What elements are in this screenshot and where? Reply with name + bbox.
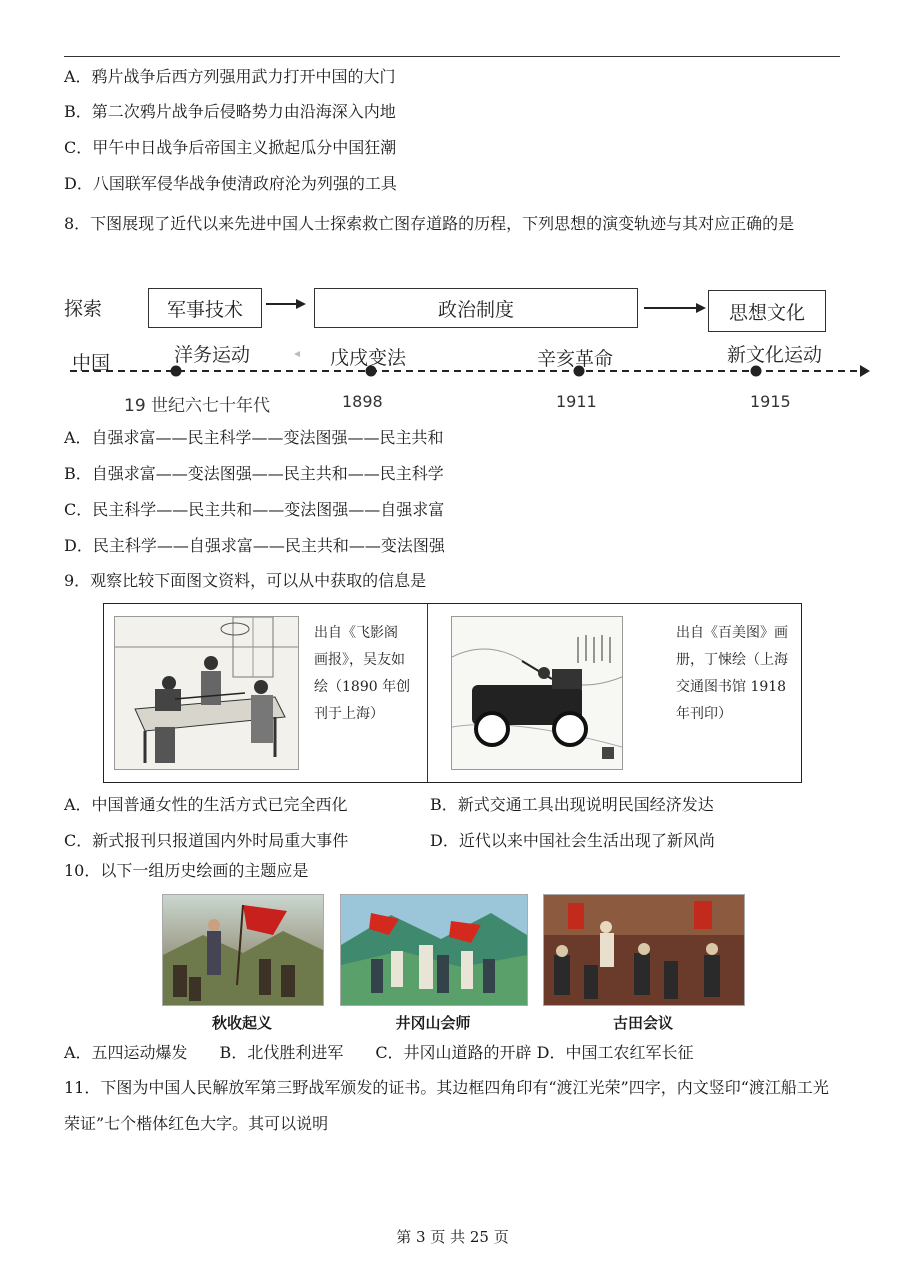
event-new-culture: 新文化运动: [727, 344, 823, 366]
q10-stem: 10．以下一组历史绘画的主题应是: [64, 861, 309, 880]
event-yangwu: 洋务运动: [174, 344, 251, 366]
row-label-china: 中国: [72, 352, 111, 374]
q7-option-c: C．甲午中日战争后帝国主义掀起瓜分中国狂潮: [64, 138, 397, 157]
timeline-dot-4: [751, 366, 762, 377]
box-thought-culture: 思想文化: [708, 290, 826, 332]
caption-right: 出自《百美图》画 册，丁悚绘（上海 交通图书馆 1918 年刊印）: [676, 625, 788, 722]
painting-jinggangshan-meeting: [340, 894, 528, 1006]
painting-label-2: 井冈山会师: [395, 1014, 471, 1032]
painting-gutian-meeting: [543, 894, 745, 1006]
header-rule: [64, 56, 840, 57]
small-marker: [294, 351, 300, 357]
event-wuxu: 戊戌变法: [330, 347, 407, 369]
year-1860s: 19 世纪六七十年代: [124, 396, 271, 416]
billiards-illustration: [114, 616, 299, 770]
q8-stem: 8．下图展现了近代以来先进中国人士探索救亡图存道路的历程，下列思想的演变轨迹与其对应正确的是: [64, 214, 795, 233]
q7-option-a: A．鸦片战争后西方列强用武力打开中国的大门: [64, 67, 396, 86]
painting-autumn-harvest: [162, 894, 324, 1006]
q8-option-a: A．自强求富——民主科学——变法图强——民主共和: [64, 428, 444, 447]
automobile-illustration: [451, 616, 623, 770]
year-1911: 1911: [556, 392, 597, 411]
arrow-2-head: [696, 303, 706, 313]
q7-option-d: D．八国联军侵华战争使清政府沦为列强的工具: [64, 174, 397, 193]
timeline-dot-1: [171, 366, 182, 377]
box-political-system: 政治制度: [314, 288, 638, 328]
year-1915: 1915: [750, 392, 791, 411]
q8-timeline-diagram: [64, 280, 876, 420]
q11-stem: 11．下图为中国人民解放军第三野战军颁发的证书。其边框四角印有“渡江光荣”四字，内文竖印“渡江船工光荣证”七个楷体红色大字。其可以说明: [64, 1078, 829, 1133]
page-footer: 第 3 页 共 25 页: [396, 1228, 509, 1246]
q10-options: A．五四运动爆发 B．北伐胜利进军 C．井冈山道路的开辟 D．中国工农红军长征: [64, 1043, 694, 1062]
timeline-arrowhead: [860, 365, 870, 377]
arrow-1-head: [296, 299, 306, 309]
q9-option-a: A．中国普通女性的生活方式已完全西化: [64, 795, 348, 814]
q9-option-b: B．新式交通工具出现说明民国经济发达: [430, 795, 714, 814]
q9-option-c: C．新式报刊只报道国内外时局重大事件: [64, 831, 349, 850]
q9-image-panel: [103, 603, 802, 783]
row-label-explore: 探索: [64, 298, 103, 320]
painting-label-3: 古田会议: [612, 1014, 673, 1032]
q8-option-d: D．民主科学——自强求富——民主共和——变法图强: [64, 536, 445, 555]
event-xinhai: 辛亥革命: [537, 348, 614, 370]
year-1898: 1898: [342, 392, 383, 411]
q9-stem: 9．观察比较下面图文资料，可以从中获取的信息是: [64, 571, 427, 590]
caption-left: 出自《飞影阁 画报》，吴友如 绘（1890 年创 刊于上海）: [314, 625, 411, 722]
q9-option-d: D．近代以来中国社会生活出现了新风尚: [430, 831, 715, 850]
q8-option-c: C．民主科学——民主共和——变法图强——自强求富: [64, 500, 445, 519]
panel-divider: [427, 604, 428, 782]
q7-option-b: B．第二次鸦片战争后侵略势力由沿海深入内地: [64, 102, 396, 121]
box-military-tech: 军事技术: [148, 288, 262, 328]
q8-option-b: B．自强求富——变法图强——民主共和——民主科学: [64, 464, 444, 483]
painting-label-1: 秋收起义: [211, 1014, 272, 1032]
